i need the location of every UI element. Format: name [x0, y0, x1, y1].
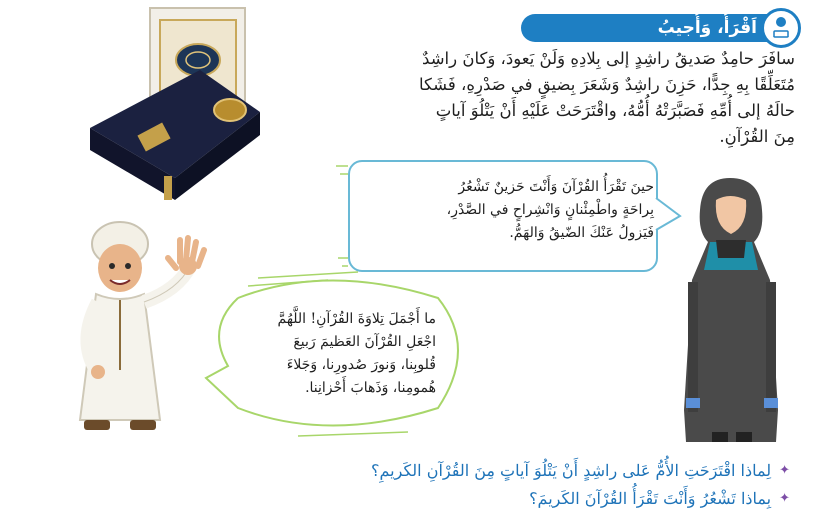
star-bullet-icon: ✦	[779, 491, 790, 506]
bubble-line: فَيَزولُ عَنْكَ الضّيقُ وَالهَمُّ.	[509, 225, 654, 241]
intro-paragraph	[335, 46, 795, 150]
question-text: لِماذا اقْتَرَحَتِ الأُمُّ عَلى راشِدٍ أَنْ يَتْلُوَ آياتٍ مِنَ القُرْآنِ الكَريمِ؟	[371, 461, 772, 480]
reading-person-icon	[761, 8, 801, 48]
questions-list	[40, 457, 790, 513]
question-item	[40, 485, 790, 513]
mother-figure	[672, 170, 792, 459]
bubble-line: اجْعَلِ القُرْآنَ العَظيمَ رَبيعَ	[293, 334, 436, 350]
boy-bubble-text	[226, 308, 436, 400]
question-text: بِماذا تَشْعُرُ وَأَنْتَ تَقْرَأُ القُرْآنَ الكَريمَ؟	[529, 489, 772, 508]
bubble-line: حينَ تَقْرَأُ القُرْآنَ وَأَنْتَ حَزينٌ تَشْعُرُ	[458, 179, 654, 195]
intro-line: حالَهُ إلى أُمِّهِ فَصَبَّرَتْهُ أُمُّهُ، واقْتَرَحَتْ عَلَيْهِ أَنْ يَتْلُوَ آياتٍ	[435, 101, 795, 120]
intro-line: سافَرَ حامِدٌ صَديقُ راشِدٍ إلى بِلادِهِ وَلَنْ يَعودَ، وَكانَ راشِدٌ	[422, 49, 795, 68]
mother-bubble-text	[384, 176, 654, 245]
section-title: اَقْرَأُ، وَأُجيبُ	[657, 18, 757, 38]
boy-speech-bubble	[178, 268, 478, 443]
intro-line: مُتَعَلِّقًا بِهِ جِدًّا، حَزِنَ راشِدٌ وَشَعَرَ بِضيقٍ في صَدْرِهِ، فَشَكا	[419, 75, 795, 94]
section-header	[501, 8, 801, 48]
bubble-line: ما أَجْمَلَ تِلاوَةَ القُرْآنِ! اللَّهُمَّ	[277, 311, 436, 327]
bubble-line: قُلوبِنا، وَنورَ صُدورِنا، وَجَلاءَ	[286, 357, 436, 373]
intro-line: مِنَ القُرْآنِ.	[719, 127, 795, 146]
bubble-line: بِراحَةٍ واطْمِئْنانٍ وَانْشِراحٍ في الصَّدْرِ،	[446, 202, 654, 218]
question-item	[40, 457, 790, 485]
star-bullet-icon: ✦	[779, 463, 790, 478]
quran-book-illustration	[80, 0, 280, 219]
bubble-line: هُمومِنا، وَذَهابَ أَحْزانِنا.	[305, 380, 436, 396]
mother-speech-bubble	[336, 160, 674, 278]
